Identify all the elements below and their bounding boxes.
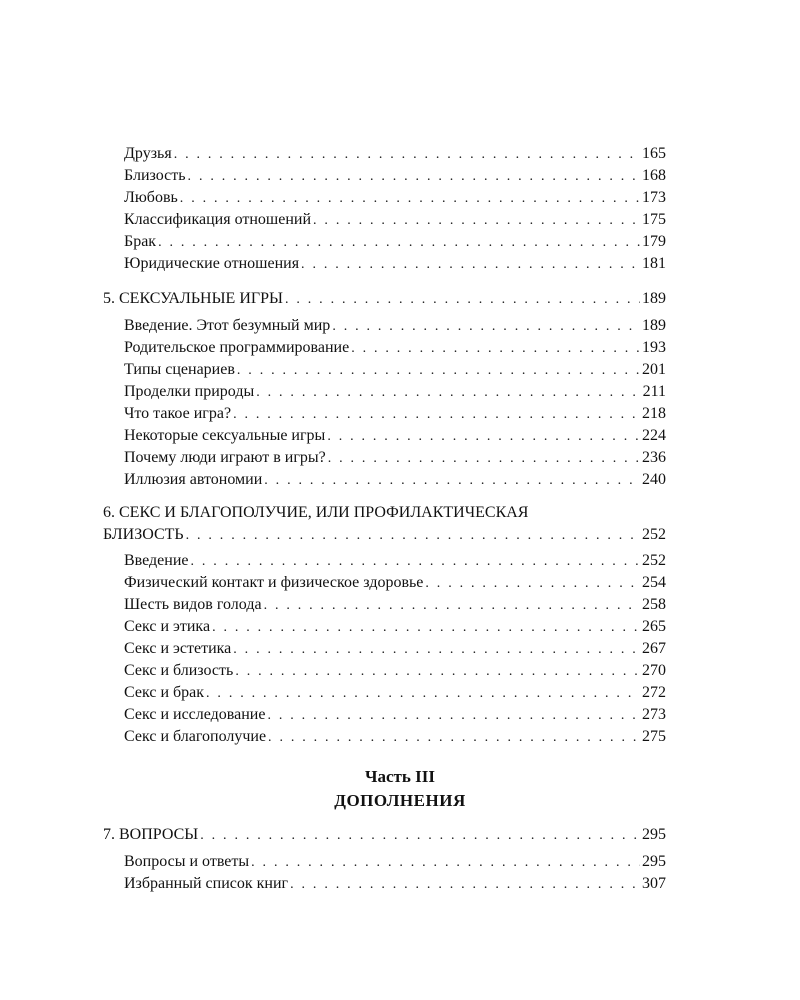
toc-entry xyxy=(124,704,666,726)
toc-entry-title: Секс и исследование xyxy=(124,706,266,723)
toc-entry-page: 165 xyxy=(642,145,666,162)
part-label: Часть III xyxy=(365,767,435,786)
toc-leader-dots xyxy=(251,852,640,873)
toc-leader-dots xyxy=(235,661,640,682)
toc-entry-page: 201 xyxy=(642,361,666,378)
toc-leader-dots xyxy=(186,525,640,546)
toc-entry xyxy=(124,873,666,895)
toc-leader-dots xyxy=(425,573,640,594)
toc-chapter-page: 189 xyxy=(642,290,666,307)
toc-entry-title: Родительское программирование xyxy=(124,339,350,356)
toc-chapter-page: 295 xyxy=(642,826,666,843)
toc-entry-title: Классификация отношений xyxy=(124,211,312,228)
toc-leader-dots xyxy=(191,551,641,572)
toc-leader-dots xyxy=(313,210,640,231)
toc-entry xyxy=(124,425,666,447)
toc-leader-dots xyxy=(285,289,640,310)
toc-entry-title: Секс и близость xyxy=(124,662,234,679)
toc-entry-title: Шесть видов голода xyxy=(124,596,262,613)
toc-entry-title: Юридические отношения xyxy=(124,255,300,272)
toc-leader-dots xyxy=(237,360,640,381)
toc-entry xyxy=(124,337,666,359)
toc-entry xyxy=(124,682,666,704)
toc-leader-dots xyxy=(332,316,640,337)
toc-entry-page: 307 xyxy=(642,875,666,892)
toc-entry-page: 179 xyxy=(642,233,666,250)
toc-entry-title: Проделки природы xyxy=(124,383,255,400)
toc-entry xyxy=(124,187,666,209)
toc-entry xyxy=(124,403,666,425)
toc-entry-title: Друзья xyxy=(124,145,172,162)
toc-entry-page: 275 xyxy=(642,728,666,745)
toc-entry-title: Некоторые сексуальные игры xyxy=(124,427,326,444)
toc-entry-page: 240 xyxy=(642,471,666,488)
toc-entry-title: Физический контакт и физическое здоровье xyxy=(124,574,424,591)
toc-entry-page: 295 xyxy=(642,853,666,870)
toc-chapter-title-line1: 6. СЕКС И БЛАГОПОЛУЧИЕ, ИЛИ ПРОФИЛАКТИЧЕСКАЯ xyxy=(103,504,529,521)
toc-entry xyxy=(124,315,666,337)
toc-entry-title: Секс и благополучие xyxy=(124,728,267,745)
toc-leader-dots xyxy=(268,727,640,748)
toc-leader-dots xyxy=(351,338,640,359)
toc-entry xyxy=(124,231,666,253)
toc-leader-dots xyxy=(212,617,640,638)
toc-entry-page: 193 xyxy=(642,339,666,356)
toc-entry xyxy=(124,165,666,187)
part-title: ДОПОЛНЕНИЯ xyxy=(334,791,466,810)
toc-leader-dots xyxy=(200,825,640,846)
toc-entry-page: 168 xyxy=(642,167,666,184)
toc-entry-title: Близость xyxy=(124,167,186,184)
toc-entry-title: Брак xyxy=(124,233,157,250)
toc-entry xyxy=(124,851,666,873)
toc-entry-page: 270 xyxy=(642,662,666,679)
toc-entry xyxy=(124,209,666,231)
toc-entry xyxy=(124,726,666,748)
toc-leader-dots xyxy=(256,382,640,403)
toc-entry xyxy=(124,594,666,616)
toc-entry-title: Типы сценариев xyxy=(124,361,235,378)
toc-entry xyxy=(124,381,666,403)
toc-leader-dots xyxy=(158,232,640,253)
toc-entry-page: 189 xyxy=(642,317,666,334)
toc-entry-page: 173 xyxy=(642,189,666,206)
toc-entry xyxy=(124,143,666,165)
toc-entry xyxy=(124,469,666,491)
toc-entry-title: Иллюзия автономии xyxy=(124,471,263,488)
toc-entry-page: 224 xyxy=(642,427,666,444)
toc-entry xyxy=(124,572,666,594)
toc-chapter-title: 5. СЕКСУАЛЬНЫЕ ИГРЫ xyxy=(103,290,283,307)
toc-entry-page: 181 xyxy=(642,255,666,272)
toc-leader-dots xyxy=(290,874,640,895)
toc-entry-page: 273 xyxy=(642,706,666,723)
toc-leader-dots xyxy=(180,188,640,209)
toc-chapter-title: 7. ВОПРОСЫ xyxy=(103,826,199,843)
toc-entry-title: Введение xyxy=(124,552,189,569)
toc-leader-dots xyxy=(233,639,640,660)
toc-entry-title: Секс и эстетика xyxy=(124,640,232,657)
toc-entry xyxy=(124,616,666,638)
toc-entry xyxy=(124,253,666,275)
toc-entry-page: 272 xyxy=(642,684,666,701)
toc-leader-dots xyxy=(233,404,640,425)
toc-leader-dots xyxy=(206,683,640,704)
toc-leader-dots xyxy=(174,144,640,165)
toc-entry xyxy=(124,359,666,381)
toc-entry xyxy=(124,550,666,572)
toc-entry-title: Избранный список книг xyxy=(124,875,289,892)
toc-entry-page: 211 xyxy=(642,383,666,400)
toc-entry-page: 258 xyxy=(642,596,666,613)
toc-entry-page: 175 xyxy=(642,211,666,228)
toc-chapter-page: 252 xyxy=(642,526,666,543)
toc-entry-page: 218 xyxy=(642,405,666,422)
toc-chapter-heading xyxy=(103,824,666,846)
toc-entry xyxy=(124,660,666,682)
toc-entry-page: 254 xyxy=(642,574,666,591)
toc-entry xyxy=(124,638,666,660)
toc-entry-title: Секс и этика xyxy=(124,618,211,635)
toc-leader-dots xyxy=(328,448,640,469)
toc-entry-title: Секс и брак xyxy=(124,684,205,701)
toc-entry-title: Почему люди играют в игры? xyxy=(124,449,326,466)
toc-entry-title: Введение. Этот безумный мир xyxy=(124,317,331,334)
toc-entry xyxy=(124,447,666,469)
toc-leader-dots xyxy=(267,705,640,726)
toc-leader-dots xyxy=(264,470,640,491)
toc-leader-dots xyxy=(327,426,640,447)
toc-chapter-title: БЛИЗОСТЬ xyxy=(103,526,184,543)
toc-chapter-heading xyxy=(103,524,666,546)
toc-entry-title: Что такое игра? xyxy=(124,405,232,422)
toc-entry-page: 265 xyxy=(642,618,666,635)
toc-leader-dots xyxy=(301,254,640,275)
toc-entry-page: 252 xyxy=(642,552,666,569)
toc-leader-dots xyxy=(188,166,640,187)
toc-entry-title: Вопросы и ответы xyxy=(124,853,250,870)
toc-entry-page: 267 xyxy=(642,640,666,657)
toc-entry-page: 236 xyxy=(642,449,666,466)
toc-chapter-heading xyxy=(103,288,666,310)
toc-leader-dots xyxy=(264,595,640,616)
toc-entry-title: Любовь xyxy=(124,189,178,206)
